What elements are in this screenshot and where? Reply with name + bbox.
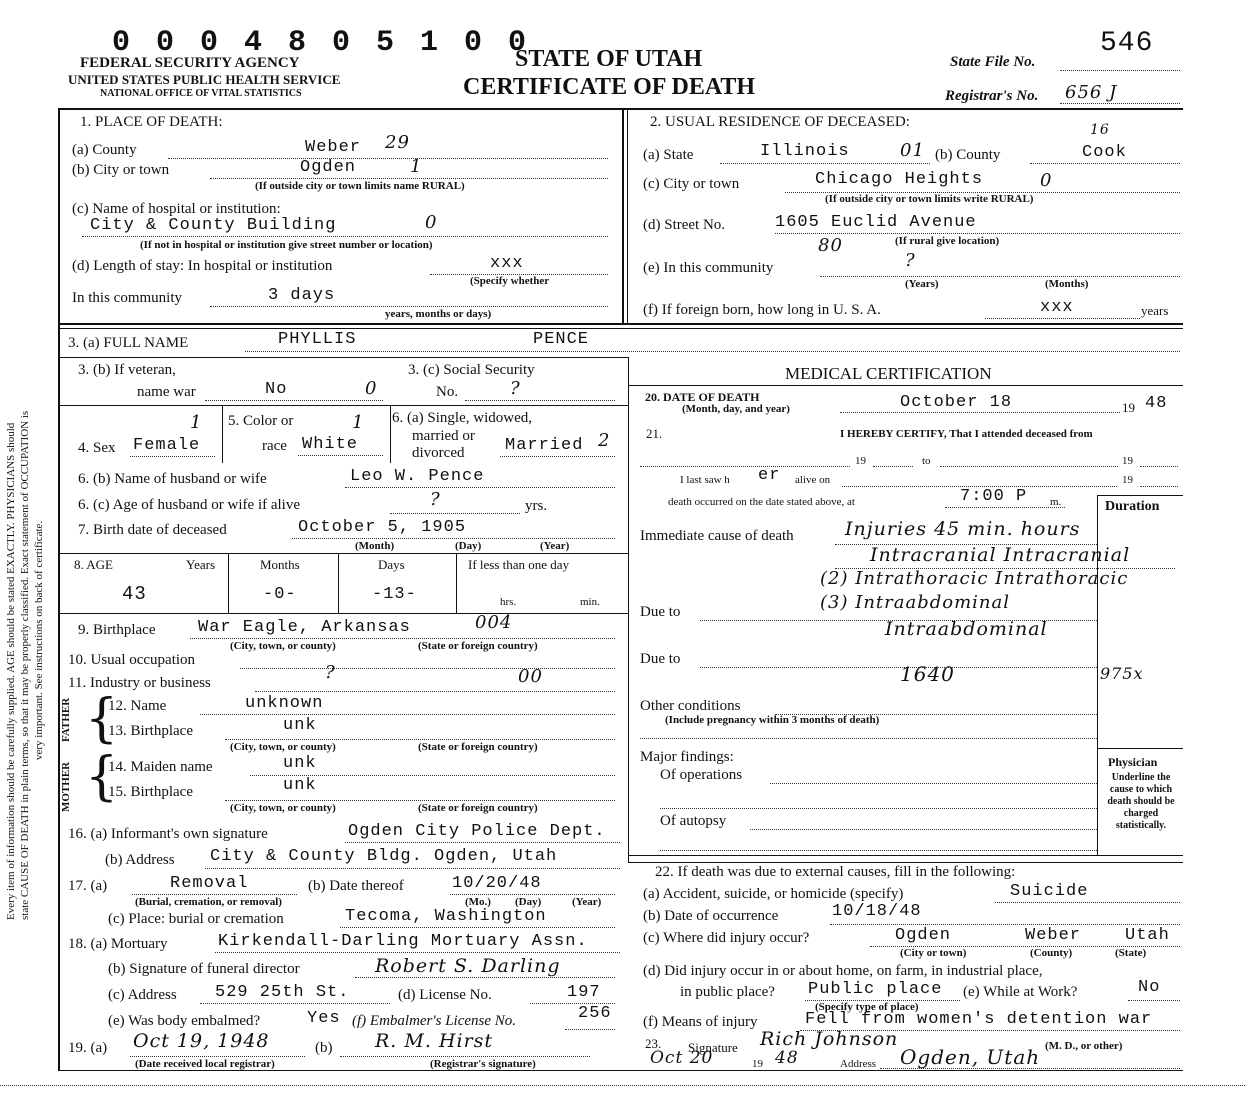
duration-label: Duration (1105, 499, 1160, 514)
agency-service: UNITED STATES PUBLIC HEALTH SERVICE (68, 72, 341, 87)
registrar-signature-note: (Registrar's signature) (430, 1058, 536, 1070)
last-saw-label: I last saw h (680, 474, 730, 486)
birth-date-label: 7. Birth date of deceased (78, 522, 227, 538)
other-conditions-label: Other conditions (640, 698, 741, 714)
while-at-work-value: No (1138, 978, 1161, 997)
residence-community-label: (e) In this community (643, 260, 774, 276)
residence-street-code: 80 (818, 235, 843, 256)
marital-label-3: divorced (412, 445, 465, 461)
race-value: White (302, 435, 359, 454)
mother-side-label: MOTHER (60, 761, 72, 812)
city-value: Ogden (300, 158, 357, 177)
injury-city-note: (City or town) (900, 947, 967, 959)
side-instruction-1: Every item of information should be carefully supplied. AGE should be stated EXACTLY. PHYSICIANS should (5, 422, 17, 920)
residence-street-note: (If rural give location) (895, 235, 1000, 247)
residence-city-code: 0 (1040, 170, 1053, 191)
due-to-label-1: Due to (640, 604, 681, 620)
minutes-label: min. (580, 596, 600, 608)
registrar-number-label: Registrar's No. (945, 88, 1039, 104)
age-days-value: -13- (372, 585, 417, 604)
last-saw-value: er (758, 466, 781, 485)
embalmed-label: (e) Was body embalmed? (108, 1013, 261, 1029)
occupation-label: 10. Usual occupation (68, 652, 196, 668)
date-of-death-note: (Month, day, and year) (682, 403, 790, 415)
full-name-label: 3. (a) FULL NAME (68, 335, 189, 351)
city-code: 1 (410, 156, 423, 177)
birth-date-value: October 5, 1905 (298, 518, 467, 537)
age-label: 8. AGE (74, 557, 113, 572)
father-name-value: unknown (245, 694, 324, 713)
informant-address-value: City & County Bldg. Ogden, Utah (210, 847, 558, 866)
marital-label-2: married or (412, 428, 475, 444)
state-file-number: 546 (1100, 28, 1154, 59)
hospital-note: (If not in hospital or institution give street number or location) (140, 239, 433, 251)
place-type-note: (Specify type of place) (815, 1001, 919, 1013)
state-title: STATE OF UTAH (515, 46, 703, 72)
place-type-label-1: (d) Did injury occur in or about home, on farm, in industrial place, (643, 963, 1043, 979)
first-name: PHYLLIS (278, 330, 357, 349)
registrar-signature-label: (b) (315, 1040, 333, 1056)
cause-line-1b: Intracranial Intracranial (870, 544, 1131, 566)
stay-note: (Specify whether (470, 275, 550, 287)
foreign-born-unit: years (1141, 303, 1169, 318)
place-type-label-2: in public place? (680, 984, 775, 1000)
certify-text: I HEREBY CERTIFY, That I attended deceased from (840, 428, 1093, 440)
signature-label: Signature (688, 1040, 738, 1055)
certify-to-year: 19 (1122, 455, 1133, 467)
last-saw-year: 19 (1122, 474, 1133, 486)
spouse-age-unit: yrs. (525, 498, 548, 514)
mother-maiden-label: 14. Maiden name (108, 759, 213, 775)
age-months-value: -0- (263, 585, 297, 604)
age-years-value: 43 (122, 583, 147, 605)
md-label: (M. D., or other) (1045, 1040, 1123, 1052)
race-label: race (262, 438, 287, 454)
physician-signature: Rich Johnson (760, 1028, 899, 1050)
social-security-label: 3. (c) Social Security (408, 362, 535, 378)
residence-state-value: Illinois (760, 142, 850, 161)
years-note: (Years) (905, 278, 939, 290)
license-value: 197 (567, 983, 601, 1002)
certify-to-label: to (922, 455, 931, 467)
father-birthplace-value: unk (283, 716, 317, 735)
father-city-note: (City, town, or county) (230, 741, 336, 753)
less-than-day-label: If less than one day (468, 557, 570, 572)
license-label: (d) License No. (398, 987, 492, 1003)
injury-state-note: (State) (1115, 947, 1147, 959)
race-code: 1 (352, 412, 365, 433)
sex-label: 4. Sex (78, 440, 116, 456)
date-of-death-label: 20. DATE OF DEATH (645, 390, 760, 404)
burial-place-value: Tecoma, Washington (345, 907, 547, 926)
injury-county-note: (County) (1030, 947, 1073, 959)
hospital-code: 0 (425, 212, 438, 233)
means-of-injury-label: (f) Means of injury (643, 1014, 758, 1030)
age-days-label: Days (378, 557, 405, 572)
disposal-date-year-note: (Year) (572, 896, 602, 908)
spouse-age-label: 6. (c) Age of husband or wife if alive (78, 497, 301, 513)
informant-address-label: (b) Address (105, 852, 175, 868)
signature-address-label: Address (840, 1058, 877, 1070)
age-months-label: Months (260, 557, 300, 572)
agency-office: NATIONAL OFFICE OF VITAL STATISTICS (100, 88, 302, 99)
signature-year-prefix: 19 (752, 1058, 763, 1070)
county-label: (a) County (72, 142, 137, 158)
war-label: name war (137, 384, 196, 400)
social-security-value: ? (510, 378, 521, 399)
occurrence-date-value: 10/18/48 (832, 902, 922, 921)
occupation-value: ? (325, 662, 336, 683)
injury-city-value: Ogden (895, 926, 952, 945)
father-side-label: FATHER (60, 697, 72, 742)
birth-day-note: (Day) (455, 540, 482, 552)
mortuary-address-label: (c) Address (108, 987, 177, 1003)
hours-label: hrs. (500, 596, 517, 608)
agency-name: FEDERAL SECURITY AGENCY (80, 55, 300, 71)
state-file-label: State File No. (950, 54, 1036, 70)
age-years-label: Years (186, 557, 216, 572)
sex-value: Female (133, 436, 201, 455)
mortuary-address-value: 529 25th St. (215, 983, 350, 1002)
foreign-born-value: xxx (1040, 298, 1074, 317)
duration-code: 975x (1100, 664, 1144, 683)
color-label: 5. Color or (228, 413, 294, 429)
of-operations-label: Of operations (660, 767, 743, 783)
cause-line-1: Injuries 45 min. hours (845, 518, 1081, 540)
veteran-label: 3. (b) If veteran, (78, 362, 176, 378)
injury-location-label: (c) Where did injury occur? (643, 930, 810, 946)
residence-street-value: 1605 Euclid Avenue (775, 213, 977, 232)
county-code: 29 (385, 132, 410, 153)
signature-year: 48 (775, 1048, 799, 1068)
signature-number: 23. (645, 1036, 662, 1051)
mother-maiden-value: unk (283, 754, 317, 773)
last-name: PENCE (533, 330, 590, 349)
mother-birthplace-value: unk (283, 776, 317, 795)
alive-on-label: alive on (795, 474, 831, 486)
residence-state-code: 01 (900, 140, 925, 161)
death-time-m: m. (1050, 496, 1062, 508)
funeral-director-label: (b) Signature of funeral director (108, 961, 300, 977)
informant-signature-value: Ogden City Police Dept. (348, 822, 606, 841)
hospital-label: (c) Name of hospital or institution: (72, 201, 281, 217)
certificate-title: CERTIFICATE OF DEATH (463, 74, 756, 100)
spouse-name-value: Leo W. Pence (350, 467, 485, 486)
birthplace-city-note: (City, town, or county) (230, 640, 336, 652)
disposal-date-value: 10/20/48 (452, 874, 542, 893)
other-conditions-note: (Include pregnancy within 3 months of death) (665, 714, 880, 726)
community-note: years, months or days) (385, 308, 492, 320)
major-findings-label: Major findings: (640, 749, 734, 765)
means-of-injury-value: Fell from women's detention war (805, 1010, 1153, 1029)
marital-code: 2 (598, 430, 611, 451)
external-causes-heading: 22. If death was due to external causes, fill in the following: (655, 864, 1016, 880)
community-value: 3 days (268, 286, 336, 305)
embalmer-license-label: (f) Embalmer's License No. (352, 1013, 517, 1029)
serial-number: 0 0 0 4 8 0 5 1 0 0 (112, 26, 531, 60)
date-of-death-value: October 18 (900, 393, 1013, 412)
medical-certification-heading: MEDICAL CERTIFICATION (785, 364, 992, 383)
physician-label: Physician (1108, 755, 1158, 769)
burial-place-label: (c) Place: burial or cremation (108, 911, 284, 927)
spouse-name-label: 6. (b) Name of husband or wife (78, 471, 267, 487)
city-note: (If outside city or town limits name RURAL) (255, 180, 465, 192)
industry-label: 11. Industry or business (68, 675, 211, 691)
received-date-label: 19. (a) (68, 1040, 108, 1056)
occurrence-date-label: (b) Date of occurrence (643, 908, 779, 924)
mother-state-note: (State or foreign country) (418, 802, 538, 814)
residence-state-label: (a) State (643, 147, 694, 163)
mortuary-value: Kirkendall-Darling Mortuary Assn. (218, 932, 588, 951)
father-name-label: 12. Name (108, 698, 167, 714)
war-code: 0 (365, 378, 378, 399)
residence-county-value: Cook (1082, 143, 1127, 162)
place-of-death-heading: 1. PLACE OF DEATH: (80, 114, 223, 130)
birthplace-label: 9. Birthplace (78, 622, 156, 638)
hospital-value: City & County Building (90, 216, 337, 235)
side-instruction-2: state CAUSE OF DEATH in plain terms, so that it may be properly classified. Exact statement of OCCUPATION is (19, 410, 31, 920)
cause-line-4: Intraabdominal (885, 618, 1048, 640)
physician-note: Underline the cause to which death should be charged statistically. (1107, 772, 1175, 831)
death-year-value: 48 (1145, 394, 1168, 413)
war-value: No (265, 380, 288, 399)
injury-state-value: Utah (1125, 926, 1170, 945)
disposal-label: 17. (a) (68, 878, 108, 894)
spouse-age-value: ? (430, 489, 441, 510)
residence-heading: 2. USUAL RESIDENCE OF DECEASED: (650, 114, 910, 130)
residence-county-label: (b) County (935, 147, 1001, 163)
social-security-no-label: No. (436, 384, 459, 400)
residence-city-note: (If outside city or town limits write RURAL) (825, 193, 1034, 205)
father-birthplace-label: 13. Birthplace (108, 723, 193, 739)
place-type-value: Public place (808, 980, 943, 999)
while-at-work-label: (e) While at Work? (963, 984, 1078, 1000)
birth-month-note: (Month) (355, 540, 395, 552)
residence-county-code: 16 (1090, 122, 1110, 138)
disposal-value: Removal (170, 874, 249, 893)
months-note: (Months) (1045, 278, 1089, 290)
county-value: Weber (305, 138, 362, 157)
manner-label: (a) Accident, suicide, or homicide (specify) (643, 886, 904, 902)
cause-line-5: 1640 (900, 662, 955, 686)
birthplace-value: War Eagle, Arkansas (198, 618, 411, 637)
community-label: In this community (72, 290, 182, 306)
marital-label-1: 6. (a) Single, widowed, (392, 410, 532, 426)
cause-line-2: (2) Intrathoracic Intrathoracic (820, 568, 1129, 589)
residence-community-value: ? (905, 250, 916, 271)
signature-date: Oct 20 (650, 1048, 714, 1068)
received-date-value: Oct 19, 1948 (133, 1030, 270, 1052)
signature-address: Ogden, Utah (900, 1045, 1041, 1069)
residence-city-value: Chicago Heights (815, 170, 984, 189)
father-brace: { (85, 689, 119, 749)
city-label: (b) City or town (72, 162, 170, 178)
death-time-value: 7:00 P (960, 487, 1028, 506)
disposal-note: (Burial, cremation, or removal) (135, 896, 282, 908)
of-autopsy-label: Of autopsy (660, 813, 727, 829)
disposal-date-day-note: (Day) (515, 896, 542, 908)
immediate-cause-label: Immediate cause of death (640, 528, 794, 544)
certify-from-year: 19 (855, 455, 866, 467)
residence-street-label: (d) Street No. (643, 217, 726, 233)
informant-signature-label: 16. (a) Informant's own signature (68, 826, 268, 842)
disposal-date-month-note: (Mo.) (465, 896, 491, 908)
sex-code: 1 (190, 412, 203, 433)
death-year-prefix: 19 (1122, 400, 1135, 415)
mother-birthplace-label: 15. Birthplace (108, 784, 193, 800)
embalmer-license-value: 256 (578, 1004, 612, 1023)
side-instruction-3: very important. See instructions on back of certificate. (33, 520, 45, 760)
funeral-director-signature: Robert S. Darling (375, 955, 561, 977)
residence-city-label: (c) City or town (643, 176, 740, 192)
manner-value: Suicide (1010, 882, 1089, 901)
marital-value: Married (505, 436, 584, 455)
length-of-stay-value: xxx (490, 254, 524, 273)
birthplace-state-note: (State or foreign country) (418, 640, 538, 652)
injury-county-value: Weber (1025, 926, 1082, 945)
registrar-signature: R. M. Hirst (375, 1030, 494, 1052)
embalmed-value: Yes (307, 1009, 341, 1028)
due-to-label-2: Due to (640, 651, 681, 667)
birthplace-code: 004 (475, 612, 513, 633)
death-time-label: death occurred on the date stated above, at (668, 496, 855, 508)
disposal-date-label: (b) Date thereof (308, 878, 404, 894)
registrar-number: 656 J (1065, 82, 1118, 103)
certify-number: 21. (646, 426, 663, 441)
received-date-note: (Date received local registrar) (135, 1058, 275, 1070)
mother-city-note: (City, town, or county) (230, 802, 336, 814)
father-state-note: (State or foreign country) (418, 741, 538, 753)
length-of-stay-label: (d) Length of stay: In hospital or institution (72, 258, 333, 274)
industry-code: 00 (518, 666, 543, 687)
foreign-born-label: (f) If foreign born, how long in U. S. A. (643, 302, 881, 318)
mother-brace: { (85, 747, 119, 807)
birth-year-note: (Year) (540, 540, 570, 552)
mortuary-label: 18. (a) Mortuary (68, 936, 168, 952)
cause-line-3: (3) Intraabdominal (820, 592, 1011, 613)
